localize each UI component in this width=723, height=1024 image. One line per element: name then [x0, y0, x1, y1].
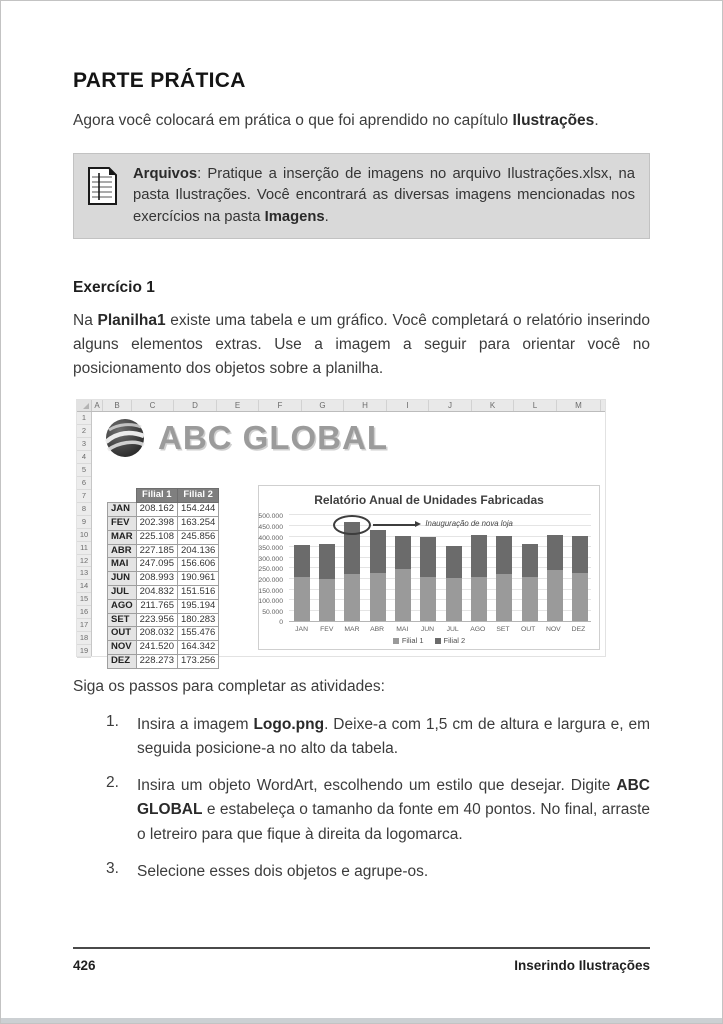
table-header-row	[108, 489, 219, 503]
column-letter: G	[302, 400, 344, 411]
month-cell: MAR	[108, 530, 137, 544]
month-cell: NOV	[108, 641, 137, 655]
legend-swatch	[393, 638, 399, 644]
month-cell: FEV	[108, 517, 137, 531]
info-box-text: Arquivos: Pratique a inserção de imagens no arquivo Ilustrações.xlsx, na pasta Ilustrações. Você encontrará as diversas imagens mencionadas nos exercícios na pasta Imagens.	[133, 166, 635, 225]
x-tick-label: JUN	[420, 626, 435, 634]
y-tick-label: 300.000	[258, 555, 283, 563]
value-cell: 155.476	[177, 627, 218, 641]
row-number: 10	[77, 529, 91, 542]
table-corner-cell	[108, 489, 137, 503]
column-letter: M	[557, 400, 601, 411]
x-tick-label: AGO	[470, 626, 486, 634]
month-cell: OUT	[108, 627, 137, 641]
x-tick-label: SET	[496, 626, 510, 634]
column-letter: C	[132, 400, 174, 411]
row-number: 7	[77, 490, 91, 503]
footer-rule	[73, 947, 650, 949]
table-row	[108, 599, 219, 613]
bar-segment-filial2	[294, 545, 310, 578]
row-number: 2	[77, 425, 91, 438]
value-cell: 204.136	[177, 544, 218, 558]
bar-segment-filial2	[496, 536, 512, 574]
annotation-ellipse	[333, 515, 371, 535]
row-number: 3	[77, 438, 91, 451]
list-item-number: 2.	[106, 774, 119, 792]
annotation-text: Inauguração de nova loja	[425, 518, 513, 528]
stacked-bar	[572, 536, 588, 621]
bar-segment-filial1	[319, 579, 335, 622]
chart-legend	[259, 636, 599, 645]
value-cell: 154.244	[177, 503, 218, 517]
spreadsheet-screenshot	[76, 399, 606, 666]
table-row	[108, 558, 219, 572]
value-cell: 190.961	[177, 572, 218, 586]
list-item	[73, 774, 650, 846]
row-number: 11	[77, 542, 91, 555]
column-header-strip	[77, 400, 605, 412]
row-number: 5	[77, 464, 91, 477]
page-title: PARTE PRÁTICA	[73, 69, 246, 92]
annotation-arrow	[373, 524, 415, 526]
chart-gridline	[289, 536, 591, 537]
value-cell: 202.398	[136, 517, 177, 531]
table-row	[108, 530, 219, 544]
y-tick-label: 450.000	[258, 524, 283, 532]
row-number: 16	[77, 606, 91, 619]
table-row	[108, 641, 219, 655]
value-cell: 228.273	[136, 654, 177, 668]
bar-segment-filial2	[319, 544, 335, 579]
y-tick-label: 400.000	[258, 534, 283, 542]
column-letter: K	[472, 400, 514, 411]
value-cell: 241.520	[136, 641, 177, 655]
bar-segment-filial2	[471, 535, 487, 576]
bar-segment-filial1	[547, 570, 563, 621]
bar-segment-filial1	[572, 573, 588, 621]
table-row	[108, 654, 219, 668]
stacked-bar	[420, 537, 436, 622]
table-column-header: Filial 1	[136, 489, 177, 503]
value-cell: 195.194	[177, 599, 218, 613]
row-number: 13	[77, 567, 91, 580]
document-icon	[87, 167, 117, 210]
value-cell: 211.765	[136, 599, 177, 613]
row-number: 18	[77, 632, 91, 645]
row-number: 17	[77, 619, 91, 632]
list-item-number: 3.	[106, 859, 119, 877]
list-item-number: 1.	[106, 713, 119, 731]
x-tick-label: NOV	[545, 626, 561, 634]
x-tick-label: JUL	[446, 626, 459, 634]
value-cell: 225.108	[136, 530, 177, 544]
value-cell: 204.832	[136, 586, 177, 600]
x-tick-label: ABR	[370, 626, 385, 634]
row-number: 9	[77, 516, 91, 529]
table-row	[108, 503, 219, 517]
table-row	[108, 627, 219, 641]
table-row	[108, 517, 219, 531]
y-tick-label: 150.000	[258, 587, 283, 595]
row-number: 4	[77, 451, 91, 464]
legend-label: Filial 2	[443, 636, 466, 646]
table-row	[108, 544, 219, 558]
row-number: 1	[77, 412, 91, 425]
chapter-title: Inserindo Ilustrações	[514, 958, 650, 973]
month-cell: SET	[108, 613, 137, 627]
value-cell: 163.254	[177, 517, 218, 531]
value-cell: 208.032	[136, 627, 177, 641]
list-item-text: Selecione esses dois objetos e agrupe-os.	[137, 862, 429, 880]
stacked-bar	[496, 536, 512, 622]
y-tick-label: 50.000	[262, 608, 283, 616]
value-cell: 208.993	[136, 572, 177, 586]
value-cell: 173.256	[177, 654, 218, 668]
x-tick-label: FEV	[320, 626, 334, 634]
bar-segment-filial1	[344, 574, 360, 622]
x-tick-label: OUT	[520, 626, 536, 634]
list-item	[73, 860, 650, 884]
y-tick-label: 250.000	[258, 566, 283, 574]
row-number: 14	[77, 580, 91, 593]
row-number: 6	[77, 477, 91, 490]
table-row	[108, 586, 219, 600]
bar-segment-filial2	[547, 535, 563, 570]
column-letter: H	[344, 400, 387, 411]
bar-segment-filial1	[420, 577, 436, 621]
stacked-bar	[446, 546, 462, 622]
x-tick-label: DEZ	[571, 626, 586, 634]
value-cell: 223.956	[136, 613, 177, 627]
month-cell: JAN	[108, 503, 137, 517]
y-tick-label: 200.000	[258, 577, 283, 585]
bar-segment-filial2	[446, 546, 462, 578]
page-footer	[73, 947, 650, 973]
bar-segment-filial2	[420, 537, 436, 577]
value-cell: 151.516	[177, 586, 218, 600]
column-letter: B	[103, 400, 132, 411]
intro-paragraph: Agora você colocará em prática o que foi aprendido no capítulo Ilustrações.	[73, 112, 599, 129]
legend-entry	[435, 636, 466, 645]
x-tick-label: JAN	[295, 626, 308, 634]
stacked-bar	[370, 530, 386, 621]
stacked-bar	[294, 545, 310, 622]
row-header-strip	[77, 412, 92, 656]
bar-segment-filial1	[370, 573, 386, 621]
y-tick-label: 500.000	[258, 513, 283, 521]
bar-segment-filial2	[395, 536, 411, 569]
logo-text: ABC GLOBAL	[158, 419, 388, 457]
legend-label: Filial 1	[401, 636, 424, 646]
bar-chart	[258, 485, 600, 650]
page-number: 426	[73, 958, 96, 973]
month-cell: JUL	[108, 586, 137, 600]
legend-entry	[393, 636, 424, 645]
row-number: 8	[77, 503, 91, 516]
annotation-arrowhead	[415, 521, 421, 527]
x-tick-label: MAR	[344, 626, 360, 634]
steps-intro: Siga os passos para completar as atividades:	[73, 678, 385, 696]
month-cell: AGO	[108, 599, 137, 613]
row-number: 19	[77, 645, 91, 658]
column-letter: A	[92, 400, 103, 411]
chart-y-axis	[258, 513, 286, 627]
chart-gridline	[289, 514, 591, 515]
stacked-bar	[522, 544, 538, 621]
table-column-header: Filial 2	[177, 489, 218, 503]
info-box	[73, 153, 650, 239]
stacked-bar	[319, 544, 335, 622]
legend-swatch	[435, 638, 441, 644]
stacked-bar	[344, 522, 360, 622]
globe-icon	[105, 418, 145, 458]
column-letter: J	[429, 400, 472, 411]
exercise-heading: Exercício 1	[73, 279, 155, 297]
company-logo	[105, 418, 388, 458]
y-tick-label: 0	[279, 619, 283, 627]
value-cell: 208.162	[136, 503, 177, 517]
bar-segment-filial1	[294, 577, 310, 621]
bar-segment-filial1	[471, 577, 487, 622]
table-row	[108, 613, 219, 627]
column-letter: I	[387, 400, 429, 411]
steps-list	[73, 713, 650, 883]
list-item	[73, 713, 650, 761]
chart-x-axis	[289, 626, 591, 633]
list-item-text: Insira a imagem Logo.png. Deixe-a com 1,5 cm de altura e largura e, em seguida posicione-a no alto da tabela.	[137, 716, 650, 758]
chart-plot-area	[289, 516, 591, 622]
value-cell: 227.185	[136, 544, 177, 558]
row-number: 15	[77, 593, 91, 606]
bar-segment-filial2	[522, 544, 538, 577]
column-letter: D	[174, 400, 217, 411]
data-table	[107, 488, 219, 668]
y-tick-label: 350.000	[258, 545, 283, 553]
value-cell: 164.342	[177, 641, 218, 655]
list-item-text: Insira um objeto WordArt, escolhendo um estilo que desejar. Digite ABC GLOBAL e estabeleça o tamanho da fonte em 40 pontos. No final, arraste o letreiro para que fique à direita da logomarca.	[137, 777, 650, 843]
column-letter: E	[217, 400, 259, 411]
stacked-bar	[395, 536, 411, 622]
column-letter: F	[259, 400, 302, 411]
page-content	[1, 69, 722, 884]
month-cell: MAI	[108, 558, 137, 572]
page-edge	[1, 1018, 722, 1023]
bar-segment-filial1	[496, 574, 512, 621]
value-cell: 180.283	[177, 613, 218, 627]
bar-segment-filial1	[395, 569, 411, 621]
value-cell: 156.606	[177, 558, 218, 572]
month-cell: ABR	[108, 544, 137, 558]
row-number: 12	[77, 555, 91, 568]
x-tick-label: MAI	[396, 626, 409, 634]
select-all-corner	[77, 400, 92, 411]
bar-segment-filial1	[446, 578, 462, 621]
month-cell: JUN	[108, 572, 137, 586]
value-cell: 247.095	[136, 558, 177, 572]
y-tick-label: 100.000	[258, 598, 283, 606]
column-letter: L	[514, 400, 557, 411]
chart-title: Relatório Anual de Unidades Fabricadas	[314, 493, 544, 508]
exercise-paragraph: Na Planilha1 existe uma tabela e um gráfico. Você completará o relatório inserindo alguns elementos extras. Use a imagem a seguir para orientar você no posicionamento dos objetos sobre a planilha.	[73, 312, 650, 378]
table-row	[108, 572, 219, 586]
stacked-bar	[471, 535, 487, 621]
value-cell: 245.856	[177, 530, 218, 544]
bar-segment-filial1	[522, 577, 538, 621]
stacked-bar	[547, 535, 563, 621]
bar-segment-filial2	[370, 530, 386, 573]
bar-segment-filial2	[572, 536, 588, 573]
month-cell: DEZ	[108, 654, 137, 668]
